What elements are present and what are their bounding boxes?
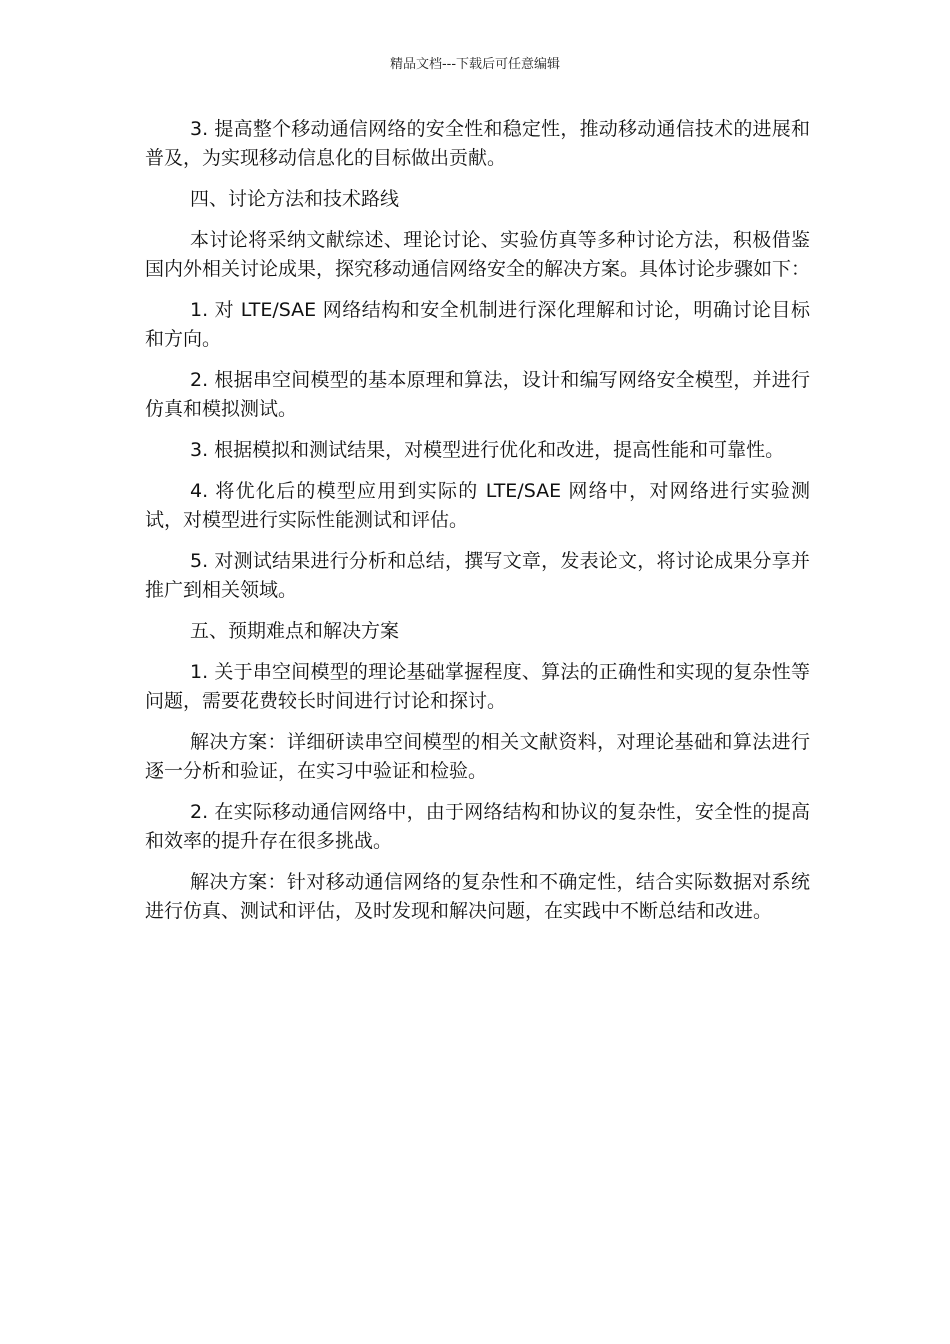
page-header: 精品文档---下载后可任意编辑	[389, 57, 561, 72]
paragraph-difficulty-1: 1. 关于串空间模型的理论基础掌握程度、算法的正确性和实现的复杂性等问题，需要花费较长时间进行讨论和探讨。	[145, 661, 810, 712]
paragraph-goal-3: 3. 提高整个移动通信网络的安全性和稳定性，推动移动通信技术的进展和普及，为实现移动信息化的目标做出贡献。	[145, 118, 810, 169]
paragraph-step-1: 1. 对 LTE/SAE 网络结构和安全机制进行深化理解和讨论，明确讨论目标和方向。	[145, 299, 810, 350]
paragraph-step-3: 3. 根据模拟和测试结果，对模型进行优化和改进，提高性能和可靠性。	[190, 439, 785, 461]
paragraph-step-2: 2. 根据串空间模型的基本原理和算法，设计和编写网络安全模型，并进行仿真和模拟测试。	[145, 369, 810, 420]
section-heading-difficulties: 五、预期难点和解决方案	[190, 620, 400, 642]
paragraph-solution-2: 解决方案：针对移动通信网络的复杂性和不确定性，结合实际数据对系统进行仿真、测试和评估，及时发现和解决问题，在实践中不断总结和改进。	[145, 871, 810, 922]
section-heading-methods: 四、讨论方法和技术路线	[190, 188, 400, 210]
paragraph-step-5: 5. 对测试结果进行分析和总结，撰写文章，发表论文，将讨论成果分享并推广到相关领域。	[145, 550, 810, 601]
paragraph-methods-intro: 本讨论将采纳文献综述、理论讨论、实验仿真等多种讨论方法，积极借鉴国内外相关讨论成果，探究移动通信网络安全的解决方案。具体讨论步骤如下：	[145, 229, 811, 280]
paragraph-step-4: 4. 将优化后的模型应用到实际的 LTE/SAE 网络中，对网络进行实验测试，对模型进行实际性能测试和评估。	[145, 480, 810, 531]
paragraph-solution-1: 解决方案：详细研读串空间模型的相关文献资料，对理论基础和算法进行逐一分析和验证，在实习中验证和检验。	[145, 731, 810, 782]
document-body	[145, 115, 810, 938]
paragraph-difficulty-2: 2. 在实际移动通信网络中，由于网络结构和协议的复杂性，安全性的提高和效率的提升存在很多挑战。	[145, 801, 810, 852]
